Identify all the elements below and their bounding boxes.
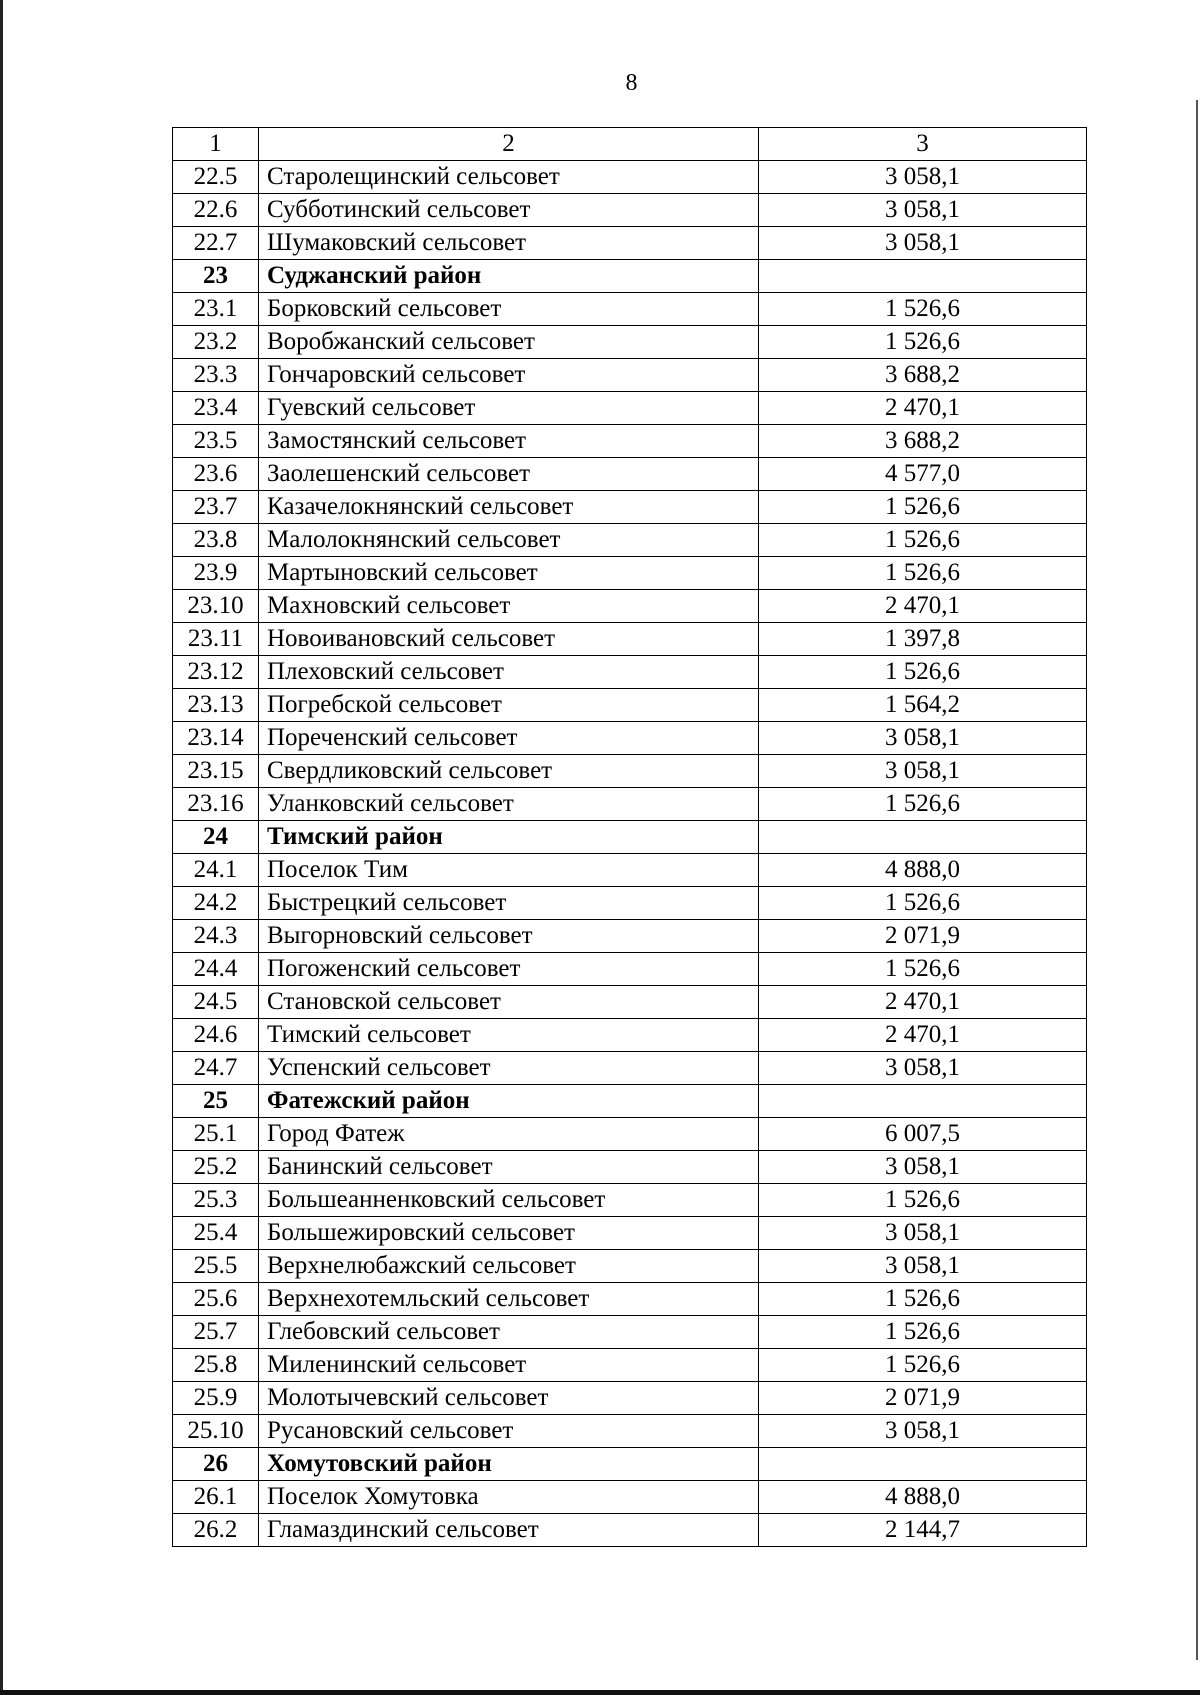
settlement-name-cell: Заолешенский сельсовет: [259, 458, 759, 491]
amount-cell: 1 564,2: [759, 689, 1087, 722]
settlement-name-cell: Замостянский сельсовет: [259, 425, 759, 458]
settlement-name-cell: Гламаздинский сельсовет: [259, 1514, 759, 1547]
settlement-name-cell: Гуевский сельсовет: [259, 392, 759, 425]
settlement-name-cell: Погребской сельсовет: [259, 689, 759, 722]
settlement-name-cell: Верхнехотемльский сельсовет: [259, 1283, 759, 1316]
amount-cell: 3 058,1: [759, 1052, 1087, 1085]
table-row: [173, 1415, 1087, 1448]
row-number-cell: 22.6: [173, 194, 259, 227]
amount-cell: [759, 1085, 1087, 1118]
district-name-cell: Суджанский район: [259, 260, 759, 293]
settlement-name-cell: Старолещинский сельсовет: [259, 161, 759, 194]
amount-cell: 1 526,6: [759, 656, 1087, 689]
table-row: [173, 524, 1087, 557]
settlement-name-cell: Быстрецкий сельсовет: [259, 887, 759, 920]
district-name-cell: Хомутовский район: [259, 1448, 759, 1481]
row-number-cell: 24.4: [173, 953, 259, 986]
amount-cell: 3 058,1: [759, 1415, 1087, 1448]
row-number-cell: 26: [173, 1448, 259, 1481]
section-row: [173, 260, 1087, 293]
table-header-row: [173, 128, 1087, 161]
settlement-name-cell: Малолокнянский сельсовет: [259, 524, 759, 557]
row-number-cell: 25.7: [173, 1316, 259, 1349]
settlement-name-cell: Махновский сельсовет: [259, 590, 759, 623]
row-number-cell: 24.6: [173, 1019, 259, 1052]
row-number-cell: 24.1: [173, 854, 259, 887]
amount-cell: 3 058,1: [759, 227, 1087, 260]
row-number-cell: 23.2: [173, 326, 259, 359]
table-row: [173, 755, 1087, 788]
row-number-cell: 23.15: [173, 755, 259, 788]
table-row: [173, 986, 1087, 1019]
amount-cell: 1 526,6: [759, 557, 1087, 590]
scan-edge-bottom: [0, 1690, 1200, 1695]
amount-cell: 2 144,7: [759, 1514, 1087, 1547]
settlement-name-cell: Поселок Тим: [259, 854, 759, 887]
settlement-name-cell: Пореченский сельсовет: [259, 722, 759, 755]
table-row: [173, 161, 1087, 194]
table-row: [173, 1382, 1087, 1415]
amount-cell: 2 470,1: [759, 392, 1087, 425]
data-table: [172, 127, 1087, 1547]
settlement-name-cell: Уланковский сельсовет: [259, 788, 759, 821]
settlement-name-cell: Погоженский сельсовет: [259, 953, 759, 986]
row-number-cell: 23.1: [173, 293, 259, 326]
table-row: [173, 854, 1087, 887]
table-row: [173, 1283, 1087, 1316]
settlement-name-cell: Субботинский сельсовет: [259, 194, 759, 227]
settlement-name-cell: Верхнелюбажский сельсовет: [259, 1250, 759, 1283]
row-number-cell: 25.10: [173, 1415, 259, 1448]
table-row: [173, 293, 1087, 326]
amount-cell: 3 688,2: [759, 359, 1087, 392]
table-row: [173, 326, 1087, 359]
table-row: [173, 1118, 1087, 1151]
settlement-name-cell: Большеанненковский сельсовет: [259, 1184, 759, 1217]
table-row: [173, 1052, 1087, 1085]
scan-edge-left: [0, 0, 3, 1695]
settlement-name-cell: Банинский сельсовет: [259, 1151, 759, 1184]
amount-cell: 1 526,6: [759, 293, 1087, 326]
table-row: [173, 1184, 1087, 1217]
row-number-cell: 26.2: [173, 1514, 259, 1547]
row-number-cell: 24.2: [173, 887, 259, 920]
amount-cell: 1 397,8: [759, 623, 1087, 656]
amount-cell: 1 526,6: [759, 326, 1087, 359]
header-cell-1: 1: [173, 128, 259, 161]
row-number-cell: 23.9: [173, 557, 259, 590]
row-number-cell: 23.8: [173, 524, 259, 557]
amount-cell: 6 007,5: [759, 1118, 1087, 1151]
row-number-cell: 23.11: [173, 623, 259, 656]
settlement-name-cell: Становской сельсовет: [259, 986, 759, 1019]
amount-cell: 1 526,6: [759, 1349, 1087, 1382]
amount-cell: 4 888,0: [759, 854, 1087, 887]
amount-cell: [759, 821, 1087, 854]
row-number-cell: 23.7: [173, 491, 259, 524]
settlement-name-cell: Гончаровский сельсовет: [259, 359, 759, 392]
settlement-name-cell: Большежировский сельсовет: [259, 1217, 759, 1250]
table-row: [173, 1250, 1087, 1283]
table-row: [173, 359, 1087, 392]
table-body: [173, 128, 1087, 1547]
table-row: [173, 689, 1087, 722]
settlement-name-cell: Новоивановский сельсовет: [259, 623, 759, 656]
amount-cell: 2 071,9: [759, 1382, 1087, 1415]
settlement-name-cell: Миленинский сельсовет: [259, 1349, 759, 1382]
district-name-cell: Тимский район: [259, 821, 759, 854]
table-row: [173, 392, 1087, 425]
amount-cell: 1 526,6: [759, 1184, 1087, 1217]
settlement-name-cell: Мартыновский сельсовет: [259, 557, 759, 590]
amount-cell: 3 058,1: [759, 1151, 1087, 1184]
row-number-cell: 23.14: [173, 722, 259, 755]
amount-cell: 3 058,1: [759, 1217, 1087, 1250]
row-number-cell: 25.2: [173, 1151, 259, 1184]
row-number-cell: 22.7: [173, 227, 259, 260]
row-number-cell: 23.6: [173, 458, 259, 491]
amount-cell: 2 470,1: [759, 590, 1087, 623]
amount-cell: [759, 1448, 1087, 1481]
row-number-cell: 25.5: [173, 1250, 259, 1283]
table-row: [173, 722, 1087, 755]
settlement-name-cell: Шумаковский сельсовет: [259, 227, 759, 260]
row-number-cell: 23.10: [173, 590, 259, 623]
table-row: [173, 491, 1087, 524]
amount-cell: 3 058,1: [759, 755, 1087, 788]
settlement-name-cell: Выгорновский сельсовет: [259, 920, 759, 953]
amount-cell: 2 470,1: [759, 1019, 1087, 1052]
row-number-cell: 23.13: [173, 689, 259, 722]
row-number-cell: 24.5: [173, 986, 259, 1019]
amount-cell: 1 526,6: [759, 1316, 1087, 1349]
settlement-name-cell: Воробжанский сельсовет: [259, 326, 759, 359]
amount-cell: 2 470,1: [759, 986, 1087, 1019]
amount-cell: 3 058,1: [759, 1250, 1087, 1283]
section-row: [173, 1448, 1087, 1481]
table-row: [173, 1316, 1087, 1349]
table-row: [173, 1019, 1087, 1052]
settlement-name-cell: Русановский сельсовет: [259, 1415, 759, 1448]
table-row: [173, 1481, 1087, 1514]
section-row: [173, 821, 1087, 854]
row-number-cell: 23.16: [173, 788, 259, 821]
section-row: [173, 1085, 1087, 1118]
district-name-cell: Фатежский район: [259, 1085, 759, 1118]
table-row: [173, 1349, 1087, 1382]
amount-cell: 3 688,2: [759, 425, 1087, 458]
header-cell-3: 3: [759, 128, 1087, 161]
page-number: 8: [625, 70, 638, 96]
table-row: [173, 953, 1087, 986]
table-row: [173, 1217, 1087, 1250]
row-number-cell: 22.5: [173, 161, 259, 194]
row-number-cell: 23.12: [173, 656, 259, 689]
row-number-cell: 25.8: [173, 1349, 259, 1382]
table-row: [173, 1514, 1087, 1547]
amount-cell: 1 526,6: [759, 524, 1087, 557]
amount-cell: 4 888,0: [759, 1481, 1087, 1514]
amount-cell: 1 526,6: [759, 887, 1087, 920]
settlement-name-cell: Тимский сельсовет: [259, 1019, 759, 1052]
row-number-cell: 25.3: [173, 1184, 259, 1217]
row-number-cell: 23.5: [173, 425, 259, 458]
row-number-cell: 25: [173, 1085, 259, 1118]
table-row: [173, 590, 1087, 623]
amount-cell: 3 058,1: [759, 722, 1087, 755]
settlement-name-cell: Город Фатеж: [259, 1118, 759, 1151]
amount-cell: 1 526,6: [759, 953, 1087, 986]
table-row: [173, 227, 1087, 260]
table-row: [173, 920, 1087, 953]
settlement-name-cell: Поселок Хомутовка: [259, 1481, 759, 1514]
settlement-name-cell: Успенский сельсовет: [259, 1052, 759, 1085]
table-row: [173, 788, 1087, 821]
row-number-cell: 25.4: [173, 1217, 259, 1250]
row-number-cell: 25.9: [173, 1382, 259, 1415]
table-row: [173, 623, 1087, 656]
row-number-cell: 23: [173, 260, 259, 293]
amount-cell: 1 526,6: [759, 788, 1087, 821]
amount-cell: 1 526,6: [759, 491, 1087, 524]
table-row: [173, 458, 1087, 491]
row-number-cell: 24.3: [173, 920, 259, 953]
settlement-name-cell: Плеховский сельсовет: [259, 656, 759, 689]
scan-edge-right: [1196, 100, 1198, 1660]
amount-cell: 3 058,1: [759, 161, 1087, 194]
header-cell-2: 2: [259, 128, 759, 161]
settlement-name-cell: Казачелокнянский сельсовет: [259, 491, 759, 524]
amount-cell: 2 071,9: [759, 920, 1087, 953]
table-row: [173, 1151, 1087, 1184]
settlement-name-cell: Глебовский сельсовет: [259, 1316, 759, 1349]
table-row: [173, 194, 1087, 227]
amount-cell: 1 526,6: [759, 1283, 1087, 1316]
settlement-name-cell: Свердликовский сельсовет: [259, 755, 759, 788]
row-number-cell: 23.4: [173, 392, 259, 425]
row-number-cell: 25.1: [173, 1118, 259, 1151]
settlement-name-cell: Молотычевский сельсовет: [259, 1382, 759, 1415]
amount-cell: 4 577,0: [759, 458, 1087, 491]
amount-cell: [759, 260, 1087, 293]
table-row: [173, 887, 1087, 920]
settlement-name-cell: Борковский сельсовет: [259, 293, 759, 326]
row-number-cell: 24: [173, 821, 259, 854]
table-row: [173, 557, 1087, 590]
row-number-cell: 25.6: [173, 1283, 259, 1316]
row-number-cell: 24.7: [173, 1052, 259, 1085]
row-number-cell: 23.3: [173, 359, 259, 392]
row-number-cell: 26.1: [173, 1481, 259, 1514]
amount-cell: 3 058,1: [759, 194, 1087, 227]
table-row: [173, 656, 1087, 689]
table-row: [173, 425, 1087, 458]
